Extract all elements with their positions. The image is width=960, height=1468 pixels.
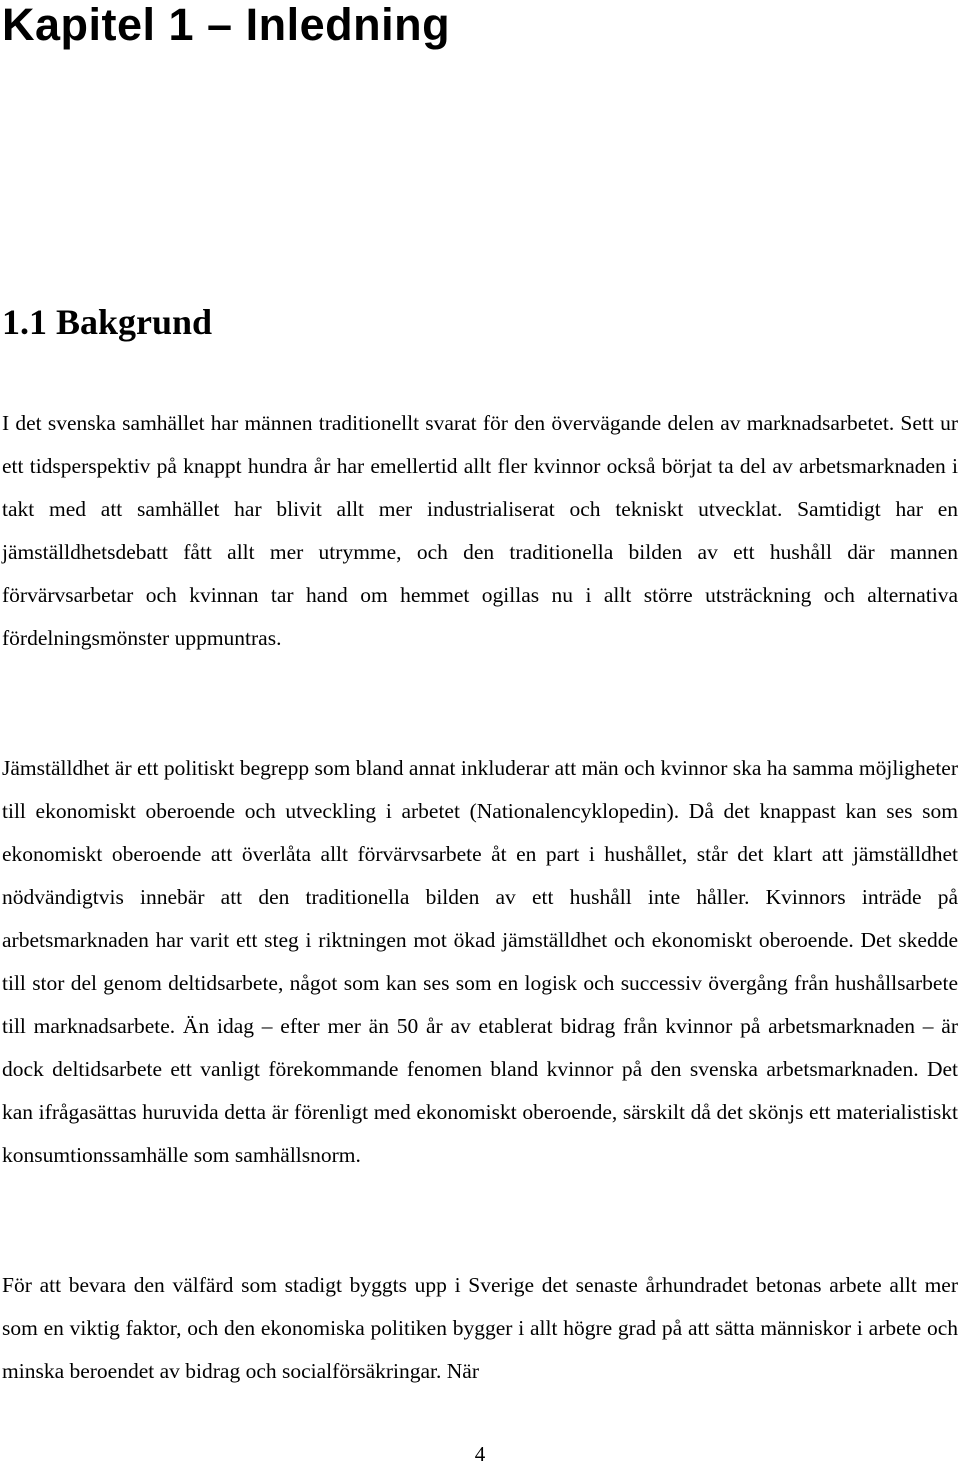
paragraph: För att bevara den välfärd som stadigt byggts upp i Sverige det senaste århundradet betonas arbete allt mer som en viktig faktor, och den ekonomiska politiken bygger i allt högre grad på att sätta människor i arbete och minska beroendet av bidrag och socialförsäkringar. När: [2, 1273, 958, 1383]
paragraph: Jämställdhet är ett politiskt begrepp som bland annat inkluderar att män och kvinnor ska ha samma möjligheter till ekonomiskt oberoende och utveckling i arbetet (Nationalencyklopedin). Då det knappast kan ses som ekonomiskt oberoende att överlåta allt förvärvsarbete åt en part i hushållet, står det klart att jämställdhet nödvändigtvis innebär att den traditionella bilden av ett hushåll inte håller. Kvinnors inträde på arbetsmarknaden har varit ett steg i riktningen mot ökad jämställdhet och ekonomiskt oberoende. Det skedde till stor del genom deltidsarbete, något som kan ses som en logisk och successiv övergång från hushållsarbete till marknadsarbete. Än idag – efter mer än 50 år av etablerat bidrag från kvinnor på arbetsmarknaden – är dock deltidsarbete ett vanligt förekommande fenomen bland kvinnor på den svenska arbetsmarknaden. Det kan ifrågasättas huruvida detta är förenligt med ekonomiskt oberoende, särskilt då det skönjs ett materialistiskt konsumtionssamhälle som samhällsnorm.: [2, 756, 958, 1167]
paragraph: I det svenska samhället har männen traditionellt svarat för den övervägande delen av marknadsarbetet. Sett ur ett tidsperspektiv på knappt hundra år har emellertid allt fler kvinnor också börjat ta del av arbetsmarknaden i takt med att samhället har blivit allt mer industrialiserat och tekniskt utvecklat. Samtidigt har en jämställdhetsdebatt fått allt mer utrymme, och den traditionella bilden av ett hushåll där mannen förvärvsarbetar och kvinnan tar hand om hemmet ogillas nu i allt större utsträckning och alternativa fördelningsmönster uppmuntras.: [2, 411, 958, 650]
chapter-title: Kapitel 1 – Inledning: [2, 0, 451, 50]
page-number: 4: [474, 1442, 486, 1466]
section-title: 1.1 Bakgrund: [2, 302, 213, 342]
